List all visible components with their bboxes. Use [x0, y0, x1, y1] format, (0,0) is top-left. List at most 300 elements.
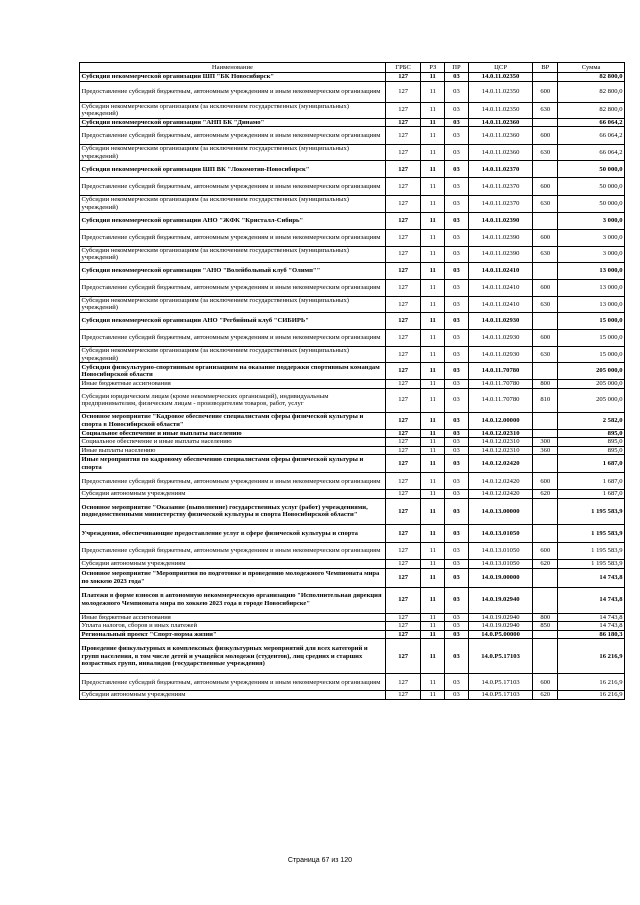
table-row — [80, 473, 625, 490]
cell-vr — [533, 412, 558, 429]
cell-pr: 03 — [445, 412, 469, 429]
cell-csr: 14.0.13.01050 — [468, 542, 533, 559]
page-number: Страница 67 из 120 — [287, 857, 353, 864]
table-row — [80, 524, 625, 542]
cell-pr: 03 — [445, 438, 469, 447]
table-row — [80, 429, 625, 438]
cell-rz: 11 — [421, 587, 445, 613]
cell-name: Социальное обеспечение и иные выплаты населению — [80, 438, 386, 447]
table-row — [80, 363, 625, 380]
cell-rz: 11 — [421, 630, 445, 639]
cell-grbs: 127 — [385, 161, 421, 178]
cell-sum: 16 216,9 — [558, 691, 625, 700]
cell-grbs: 127 — [385, 524, 421, 542]
cell-csr: 14.0.11.02930 — [468, 329, 533, 346]
cell-name: Субсидии автономным учреждениям — [80, 490, 386, 499]
cell-pr: 03 — [445, 691, 469, 700]
cell-sum: 205 000,0 — [558, 388, 625, 412]
cell-sum: 1 195 583,9 — [558, 542, 625, 559]
cell-pr: 03 — [445, 498, 469, 524]
cell-rz: 11 — [421, 559, 445, 568]
table-row — [80, 568, 625, 587]
cell-name: Субсидии физкультурно-спортивным организациям на оказание поддержки спортивным командам Новосибирской области — [80, 363, 386, 380]
cell-csr: 14.0.19.02940 — [468, 622, 533, 631]
cell-csr: 14.0.P5.17103 — [468, 691, 533, 700]
cell-name: Иные бюджетные ассигнования — [80, 613, 386, 622]
cell-name: Субсидии некоммерческим организациям (за исключением государственных (муниципальных) учреждений) — [80, 102, 386, 118]
cell-rz: 11 — [421, 118, 445, 127]
cell-name: Предоставление субсидий бюджетным, автономным учреждениям и иным некоммерческим организациям — [80, 279, 386, 296]
cell-grbs: 127 — [385, 363, 421, 380]
cell-sum: 86 180,3 — [558, 630, 625, 639]
cell-name: Основное мероприятие "Оказание (выполнение) государственных услуг (работ) учреждениями, подведомственными министерству физической культуры и спорта Новосибирской области" — [80, 498, 386, 524]
cell-sum: 50 000,0 — [558, 196, 625, 212]
cell-sum: 2 582,0 — [558, 412, 625, 429]
cell-grbs: 127 — [385, 613, 421, 622]
cell-grbs: 127 — [385, 429, 421, 438]
cell-grbs: 127 — [385, 262, 421, 279]
cell-grbs: 127 — [385, 498, 421, 524]
cell-grbs: 127 — [385, 446, 421, 455]
cell-rz: 11 — [421, 412, 445, 429]
cell-vr: 630 — [533, 145, 558, 161]
cell-name: Предоставление субсидий бюджетным, автономным учреждениям и иным некоммерческим организациям — [80, 178, 386, 196]
cell-name: Предоставление субсидий бюджетным, автономным учреждениям и иным некоммерческим организациям — [80, 127, 386, 145]
cell-pr: 03 — [445, 312, 469, 329]
table-row — [80, 691, 625, 700]
table-row — [80, 262, 625, 279]
cell-grbs: 127 — [385, 81, 421, 102]
cell-pr: 03 — [445, 161, 469, 178]
cell-grbs: 127 — [385, 674, 421, 691]
cell-rz: 11 — [421, 196, 445, 212]
cell-grbs: 127 — [385, 102, 421, 118]
cell-grbs: 127 — [385, 145, 421, 161]
cell-name: Субсидия некоммерческой организации АНО "Регбийный клуб "СИБИРЬ" — [80, 312, 386, 329]
cell-sum: 16 216,9 — [558, 639, 625, 674]
cell-name: Основное мероприятие "Мероприятия по подготовке и проведению молодежного Чемпионата мира по хоккею 2023 года" — [80, 568, 386, 587]
header-sum: Сумма — [558, 63, 625, 73]
cell-name: Иные бюджетные ассигнования — [80, 380, 386, 389]
cell-pr: 03 — [445, 102, 469, 118]
table-row — [80, 622, 625, 631]
cell-grbs: 127 — [385, 178, 421, 196]
cell-name: Платежи в форме взносов в автономную некоммерческую организацию "Исполнительная дирекция молодежного Чемпионата мира по хоккею 2023 года в городе Новосибирске" — [80, 587, 386, 613]
cell-name: Предоставление субсидий бюджетным, автономным учреждениям и иным некоммерческим организациям — [80, 674, 386, 691]
cell-vr: 600 — [533, 229, 558, 246]
cell-grbs: 127 — [385, 438, 421, 447]
cell-rz: 11 — [421, 542, 445, 559]
cell-grbs: 127 — [385, 630, 421, 639]
cell-sum: 13 000,0 — [558, 296, 625, 312]
cell-vr: 600 — [533, 178, 558, 196]
table-row — [80, 490, 625, 499]
cell-name: Иные выплаты населению — [80, 446, 386, 455]
cell-csr: 14.0.13.00000 — [468, 498, 533, 524]
table-row — [80, 229, 625, 246]
cell-vr — [533, 524, 558, 542]
cell-grbs: 127 — [385, 587, 421, 613]
cell-sum: 3 000,0 — [558, 212, 625, 229]
cell-pr: 03 — [445, 568, 469, 587]
cell-grbs: 127 — [385, 473, 421, 490]
header-pr: ПР — [445, 63, 469, 73]
cell-csr: 14.0.11.70780 — [468, 363, 533, 380]
cell-rz: 11 — [421, 145, 445, 161]
cell-grbs: 127 — [385, 212, 421, 229]
table-row — [80, 127, 625, 145]
cell-name: Субсидия некоммерческой организации ШП ВК "Локомотив-Новосибирск" — [80, 161, 386, 178]
cell-grbs: 127 — [385, 490, 421, 499]
cell-pr: 03 — [445, 296, 469, 312]
cell-sum: 82 800,0 — [558, 73, 625, 82]
cell-sum: 1 195 583,9 — [558, 498, 625, 524]
cell-name: Основное мероприятие "Кадровое обеспечение специалистами сферы физической культуры и спорта в Новосибирской области" — [80, 412, 386, 429]
cell-pr: 03 — [445, 363, 469, 380]
cell-csr: 14.0.13.01050 — [468, 524, 533, 542]
cell-sum: 82 800,0 — [558, 81, 625, 102]
table-row — [80, 380, 625, 389]
cell-grbs: 127 — [385, 380, 421, 389]
cell-sum: 1 687,0 — [558, 455, 625, 473]
cell-vr: 810 — [533, 388, 558, 412]
header-grbs: ГРБС — [385, 63, 421, 73]
table-row — [80, 118, 625, 127]
table-row — [80, 639, 625, 674]
table-row — [80, 212, 625, 229]
cell-vr: 630 — [533, 196, 558, 212]
cell-vr — [533, 73, 558, 82]
header-vr: ВР — [533, 63, 558, 73]
cell-name: Субсидии автономным учреждениям — [80, 559, 386, 568]
cell-csr: 14.0.12.02310 — [468, 438, 533, 447]
cell-name: Предоставление субсидий бюджетным, автономным учреждениям и иным некоммерческим организациям — [80, 473, 386, 490]
cell-rz: 11 — [421, 498, 445, 524]
cell-rz: 11 — [421, 455, 445, 473]
cell-rz: 11 — [421, 178, 445, 196]
cell-rz: 11 — [421, 622, 445, 631]
cell-rz: 11 — [421, 81, 445, 102]
table-row — [80, 102, 625, 118]
cell-sum: 14 743,8 — [558, 568, 625, 587]
cell-csr: 14.0.11.02360 — [468, 118, 533, 127]
cell-rz: 11 — [421, 438, 445, 447]
cell-csr: 14.0.11.70780 — [468, 388, 533, 412]
table-row — [80, 542, 625, 559]
cell-rz: 11 — [421, 279, 445, 296]
cell-vr — [533, 587, 558, 613]
cell-pr: 03 — [445, 127, 469, 145]
table-row — [80, 630, 625, 639]
cell-sum: 895,0 — [558, 446, 625, 455]
cell-csr: 14.0.P5.17103 — [468, 674, 533, 691]
cell-rz: 11 — [421, 446, 445, 455]
cell-sum: 1 195 583,9 — [558, 524, 625, 542]
cell-grbs: 127 — [385, 388, 421, 412]
cell-csr: 14.0.19.02940 — [468, 587, 533, 613]
cell-vr: 800 — [533, 380, 558, 389]
cell-sum: 66 064,2 — [558, 145, 625, 161]
header-rz: РЗ — [421, 63, 445, 73]
cell-pr: 03 — [445, 587, 469, 613]
cell-pr: 03 — [445, 455, 469, 473]
cell-vr: 630 — [533, 102, 558, 118]
cell-csr: 14.0.11.02360 — [468, 127, 533, 145]
cell-rz: 11 — [421, 473, 445, 490]
cell-sum: 15 000,0 — [558, 346, 625, 362]
table-row — [80, 613, 625, 622]
cell-pr: 03 — [445, 639, 469, 674]
cell-rz: 11 — [421, 102, 445, 118]
cell-name: Субсидия некоммерческой организации "АНО "Волейбольный клуб "Олимп"" — [80, 262, 386, 279]
cell-pr: 03 — [445, 490, 469, 499]
cell-rz: 11 — [421, 212, 445, 229]
cell-vr — [533, 312, 558, 329]
cell-pr: 03 — [445, 674, 469, 691]
cell-csr: 14.0.12.00000 — [468, 412, 533, 429]
cell-sum: 1 687,0 — [558, 473, 625, 490]
cell-name: Предоставление субсидий бюджетным, автономным учреждениям и иным некоммерческим организациям — [80, 229, 386, 246]
cell-pr: 03 — [445, 630, 469, 639]
cell-vr — [533, 630, 558, 639]
cell-sum: 1 195 583,9 — [558, 559, 625, 568]
cell-name: Субсидии некоммерческим организациям (за исключением государственных (муниципальных) учреждений) — [80, 246, 386, 262]
cell-rz: 11 — [421, 429, 445, 438]
cell-name: Социальное обеспечение и иные выплаты населению — [80, 429, 386, 438]
cell-grbs: 127 — [385, 455, 421, 473]
cell-csr: 14.0.12.02420 — [468, 455, 533, 473]
cell-name: Субсидии некоммерческим организациям (за исключением государственных (муниципальных) учреждений) — [80, 145, 386, 161]
cell-csr: 14.0.11.02370 — [468, 178, 533, 196]
cell-sum: 50 000,0 — [558, 178, 625, 196]
cell-csr: 14.0.11.02390 — [468, 229, 533, 246]
cell-vr — [533, 212, 558, 229]
cell-grbs: 127 — [385, 296, 421, 312]
cell-vr: 600 — [533, 473, 558, 490]
cell-sum: 205 000,0 — [558, 363, 625, 380]
cell-vr: 600 — [533, 279, 558, 296]
cell-vr: 630 — [533, 346, 558, 362]
cell-vr — [533, 455, 558, 473]
cell-name: Субсидии некоммерческим организациям (за исключением государственных (муниципальных) учреждений) — [80, 196, 386, 212]
cell-name: Субсидии некоммерческим организациям (за исключением государственных (муниципальных) учреждений) — [80, 346, 386, 362]
cell-pr: 03 — [445, 246, 469, 262]
cell-name: Проведение физкультурных и комплексных физкультурных мероприятий для всех категорий и групп населения, в том числе детей и учащейся молодежи (студентов), лиц средних и старших возрастных групп, инвалидов (государственные учреждения) — [80, 639, 386, 674]
cell-csr: 14.0.11.02410 — [468, 262, 533, 279]
cell-csr: 14.0.12.02420 — [468, 490, 533, 499]
cell-rz: 11 — [421, 161, 445, 178]
cell-sum: 82 800,0 — [558, 102, 625, 118]
table-row — [80, 296, 625, 312]
cell-pr: 03 — [445, 542, 469, 559]
cell-pr: 03 — [445, 613, 469, 622]
table-row — [80, 346, 625, 362]
cell-csr: 14.0.12.02310 — [468, 429, 533, 438]
cell-vr: 620 — [533, 691, 558, 700]
cell-pr: 03 — [445, 473, 469, 490]
cell-csr: 14.0.11.70780 — [468, 380, 533, 389]
cell-name: Субсидия некоммерческой организации "АНП БК "Динамо" — [80, 118, 386, 127]
table-body — [80, 73, 625, 700]
cell-vr: 600 — [533, 81, 558, 102]
cell-name: Предоставление субсидий бюджетным, автономным учреждениям и иным некоммерческим организациям — [80, 81, 386, 102]
cell-rz: 11 — [421, 380, 445, 389]
table-row — [80, 196, 625, 212]
cell-pr: 03 — [445, 229, 469, 246]
cell-pr: 03 — [445, 524, 469, 542]
cell-pr: 03 — [445, 81, 469, 102]
cell-csr: 14.0.11.02390 — [468, 212, 533, 229]
table-row — [80, 455, 625, 473]
cell-grbs: 127 — [385, 246, 421, 262]
table-row — [80, 438, 625, 447]
cell-pr: 03 — [445, 380, 469, 389]
cell-rz: 11 — [421, 296, 445, 312]
cell-grbs: 127 — [385, 412, 421, 429]
cell-pr: 03 — [445, 429, 469, 438]
cell-rz: 11 — [421, 262, 445, 279]
cell-csr: 14.0.11.02350 — [468, 81, 533, 102]
cell-sum: 16 216,9 — [558, 674, 625, 691]
cell-grbs: 127 — [385, 346, 421, 362]
cell-name: Субсидия некоммерческой организации АНО "ЖФК "Кристалл-Сибирь" — [80, 212, 386, 229]
cell-name: Региональный проект "Спорт-норма жизни" — [80, 630, 386, 639]
cell-name: Учреждения, обеспечивающие предоставление услуг в сфере физической культуры и спорта — [80, 524, 386, 542]
cell-vr: 630 — [533, 296, 558, 312]
cell-vr — [533, 568, 558, 587]
cell-grbs: 127 — [385, 568, 421, 587]
cell-sum: 3 000,0 — [558, 229, 625, 246]
cell-sum: 14 743,8 — [558, 622, 625, 631]
cell-csr: 14.0.P5.17103 — [468, 639, 533, 674]
cell-pr: 03 — [445, 388, 469, 412]
header-csr: ЦСР — [468, 63, 533, 73]
cell-grbs: 127 — [385, 691, 421, 700]
cell-sum: 1 687,0 — [558, 490, 625, 499]
cell-vr — [533, 118, 558, 127]
cell-vr: 600 — [533, 674, 558, 691]
cell-csr: 14.0.11.02930 — [468, 312, 533, 329]
cell-csr: 14.0.11.02370 — [468, 196, 533, 212]
cell-rz: 11 — [421, 639, 445, 674]
table-row — [80, 81, 625, 102]
cell-vr — [533, 498, 558, 524]
cell-vr — [533, 161, 558, 178]
cell-name: Предоставление субсидий бюджетным, автономным учреждениям и иным некоммерческим организациям — [80, 542, 386, 559]
table-row — [80, 559, 625, 568]
cell-sum: 13 000,0 — [558, 262, 625, 279]
table-row — [80, 312, 625, 329]
cell-grbs: 127 — [385, 196, 421, 212]
cell-grbs: 127 — [385, 639, 421, 674]
cell-vr — [533, 363, 558, 380]
cell-vr — [533, 639, 558, 674]
cell-vr: 630 — [533, 246, 558, 262]
cell-sum: 205 000,0 — [558, 380, 625, 389]
table-row — [80, 161, 625, 178]
cell-name: Субсидия некоммерческой организации ШП "БК Новосибирск" — [80, 73, 386, 82]
cell-pr: 03 — [445, 178, 469, 196]
cell-pr: 03 — [445, 262, 469, 279]
cell-sum: 895,0 — [558, 438, 625, 447]
table-row — [80, 446, 625, 455]
cell-csr: 14.0.12.02420 — [468, 473, 533, 490]
cell-rz: 11 — [421, 490, 445, 499]
cell-csr: 14.0.11.02350 — [468, 102, 533, 118]
cell-rz: 11 — [421, 246, 445, 262]
cell-rz: 11 — [421, 346, 445, 362]
cell-rz: 11 — [421, 388, 445, 412]
cell-pr: 03 — [445, 73, 469, 82]
table-row — [80, 279, 625, 296]
cell-rz: 11 — [421, 73, 445, 82]
cell-rz: 11 — [421, 568, 445, 587]
cell-sum: 66 064,2 — [558, 118, 625, 127]
cell-pr: 03 — [445, 346, 469, 362]
table-row — [80, 412, 625, 429]
cell-sum: 15 000,0 — [558, 312, 625, 329]
cell-csr: 14.0.19.00000 — [468, 568, 533, 587]
table-row — [80, 498, 625, 524]
cell-vr: 620 — [533, 559, 558, 568]
cell-csr: 14.0.P5.00000 — [468, 630, 533, 639]
cell-csr: 14.0.12.02310 — [468, 446, 533, 455]
cell-vr: 600 — [533, 542, 558, 559]
cell-rz: 11 — [421, 329, 445, 346]
cell-csr: 14.0.11.02390 — [468, 246, 533, 262]
cell-sum: 14 743,8 — [558, 613, 625, 622]
cell-vr: 600 — [533, 127, 558, 145]
cell-vr: 600 — [533, 329, 558, 346]
cell-csr: 14.0.13.01050 — [468, 559, 533, 568]
table-row — [80, 246, 625, 262]
table-row — [80, 388, 625, 412]
cell-sum: 895,0 — [558, 429, 625, 438]
cell-rz: 11 — [421, 613, 445, 622]
table-row — [80, 329, 625, 346]
cell-sum: 13 000,0 — [558, 279, 625, 296]
cell-vr — [533, 429, 558, 438]
cell-csr: 14.0.11.02360 — [468, 145, 533, 161]
table-row — [80, 178, 625, 196]
table-row — [80, 73, 625, 82]
cell-rz: 11 — [421, 312, 445, 329]
cell-name: Субсидии автономным учреждениям — [80, 691, 386, 700]
cell-grbs: 127 — [385, 279, 421, 296]
cell-csr: 14.0.11.02350 — [468, 73, 533, 82]
cell-name: Субсидии юридическим лицам (кроме некоммерческих организаций), индивидуальным предпринимателям, физическим лицам - производителям товаров, работ, услуг — [80, 388, 386, 412]
cell-csr: 14.0.19.02940 — [468, 613, 533, 622]
cell-sum: 15 000,0 — [558, 329, 625, 346]
cell-name: Уплата налогов, сборов и иных платежей — [80, 622, 386, 631]
cell-csr: 14.0.11.02410 — [468, 296, 533, 312]
cell-name: Иные мероприятия по кадровому обеспечению специалистами сферы физической культуры и спорта — [80, 455, 386, 473]
table-row — [80, 674, 625, 691]
cell-sum: 66 064,2 — [558, 127, 625, 145]
cell-grbs: 127 — [385, 73, 421, 82]
table-header-row — [80, 63, 625, 73]
cell-rz: 11 — [421, 691, 445, 700]
cell-pr: 03 — [445, 212, 469, 229]
cell-grbs: 127 — [385, 229, 421, 246]
cell-name: Предоставление субсидий бюджетным, автономным учреждениям и иным некоммерческим организациям — [80, 329, 386, 346]
cell-vr: 360 — [533, 446, 558, 455]
cell-pr: 03 — [445, 279, 469, 296]
cell-csr: 14.0.11.02930 — [468, 346, 533, 362]
table-row — [80, 145, 625, 161]
cell-grbs: 127 — [385, 127, 421, 145]
cell-pr: 03 — [445, 145, 469, 161]
